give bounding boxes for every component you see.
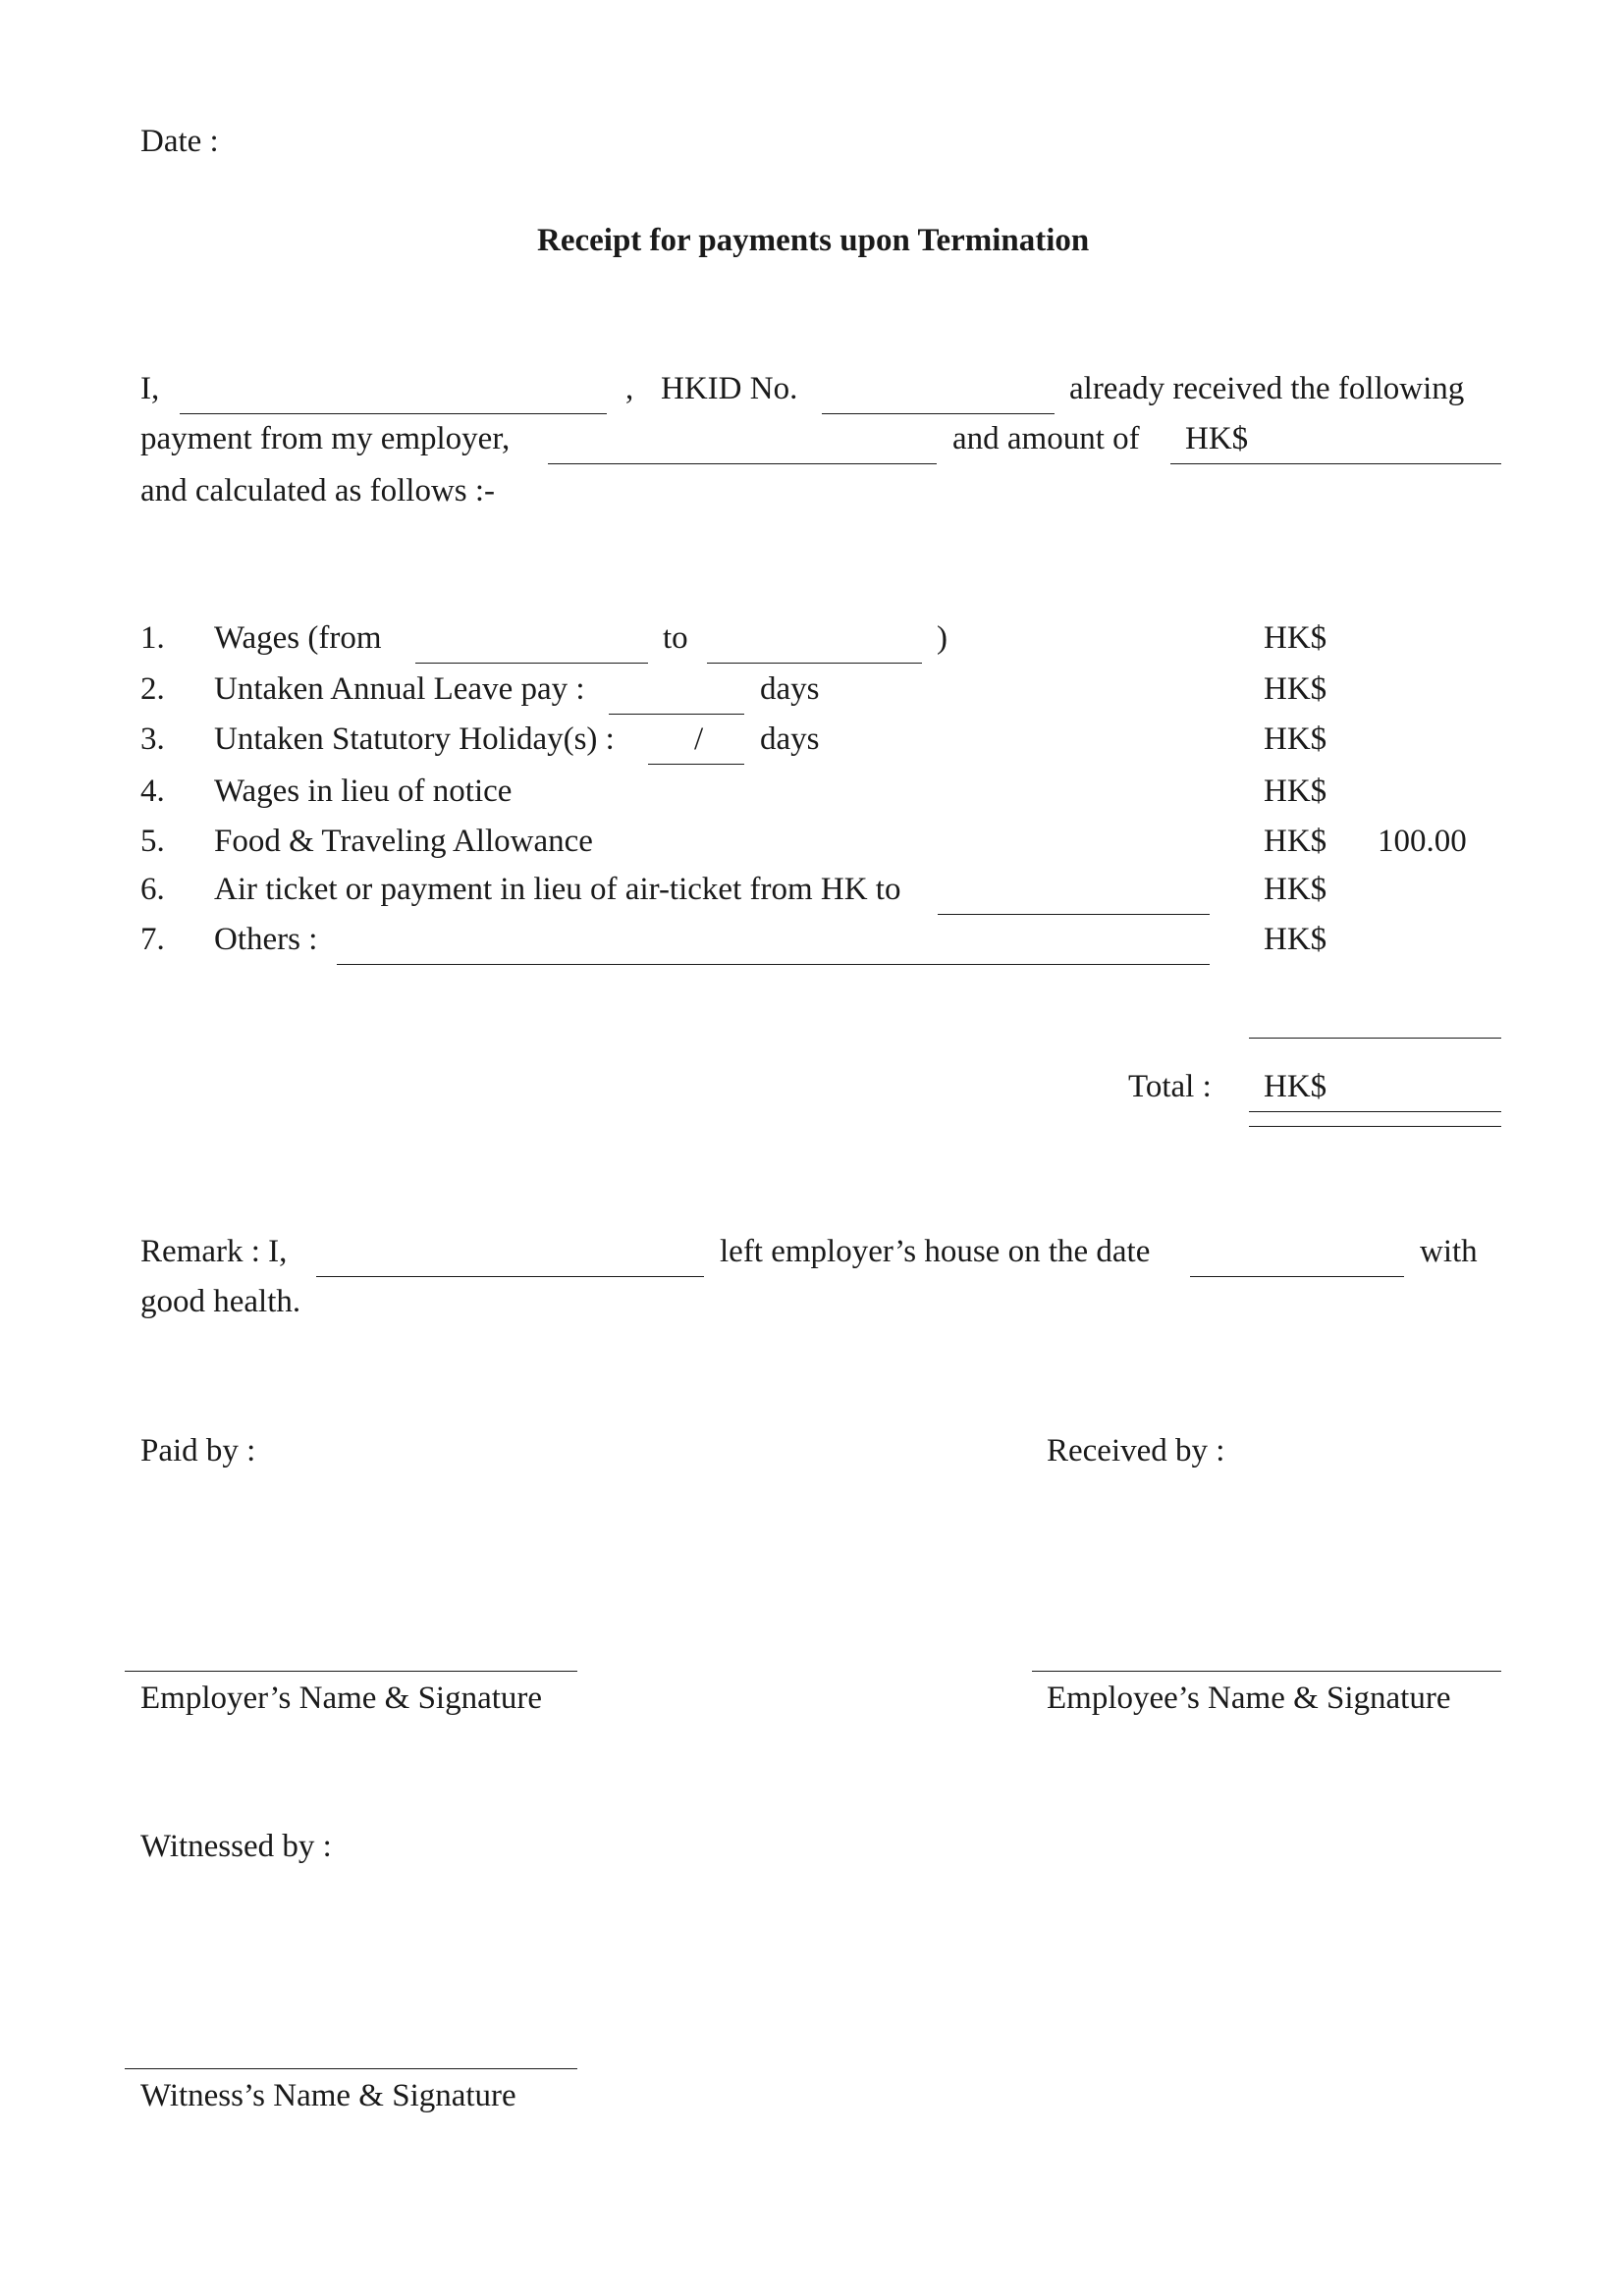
amount-of-label: and amount of	[952, 421, 1140, 456]
item-unit: days	[760, 671, 820, 707]
amount-currency: HK$	[1185, 421, 1249, 456]
date-label: Date :	[140, 124, 219, 159]
item-label: Air ticket or payment in lieu of air-ticket from HK to	[214, 872, 901, 907]
item-currency: HK$	[1264, 671, 1327, 707]
total-currency: HK$	[1264, 1069, 1327, 1104]
item-number: 2.	[140, 671, 165, 707]
item-label: Food & Traveling Allowance	[214, 824, 593, 859]
employer-name-blank	[548, 463, 937, 464]
item-number: 5.	[140, 824, 165, 859]
list-item	[0, 673, 1624, 717]
air-ticket-destination-blank	[938, 914, 1210, 915]
remark-text: left employer’s house on the date	[720, 1234, 1151, 1269]
remark-label: Remark : I,	[140, 1234, 288, 1269]
item-number: 4.	[140, 774, 165, 809]
employee-signature-line	[1032, 1671, 1501, 1672]
item-label: Wages in lieu of notice	[214, 774, 513, 809]
payment-from-label: payment from my employer,	[140, 421, 511, 456]
received-by-label: Received by :	[1047, 1433, 1225, 1468]
amount-blank	[1170, 463, 1501, 464]
item-currency: HK$	[1264, 721, 1327, 757]
list-item	[0, 775, 1624, 819]
item-close-paren: )	[937, 620, 947, 656]
remark-continuation: good health.	[140, 1284, 301, 1319]
item-amount: 100.00	[1378, 824, 1467, 859]
employer-signature-line	[125, 1671, 577, 1672]
list-item	[0, 826, 1624, 869]
paid-by-label: Paid by :	[140, 1433, 256, 1468]
item-label: Wages (from	[214, 620, 382, 656]
intro-i-label: I,	[140, 371, 160, 406]
witnessed-by-label: Witnessed by :	[140, 1829, 332, 1864]
employee-name-blank	[180, 413, 607, 414]
item-currency: HK$	[1264, 620, 1327, 656]
annual-leave-days-blank	[609, 714, 744, 715]
holiday-days-value: /	[694, 721, 704, 757]
total-blank	[1249, 1111, 1501, 1112]
item-currency: HK$	[1264, 774, 1327, 809]
item-number: 3.	[140, 721, 165, 757]
subtotal-rule	[1249, 1038, 1501, 1039]
list-item	[0, 723, 1624, 767]
item-number: 7.	[140, 922, 165, 957]
remark-name-blank	[316, 1276, 704, 1277]
item-label: Others :	[214, 922, 318, 957]
intro-comma: ,	[625, 371, 634, 406]
witness-signature-label: Witness’s Name & Signature	[140, 2078, 516, 2113]
total-label: Total :	[1128, 1069, 1212, 1104]
item-currency: HK$	[1264, 922, 1327, 957]
list-item	[0, 622, 1624, 666]
page-title: Receipt for payments upon Termination	[537, 223, 1090, 258]
hkid-label: HKID No.	[661, 371, 798, 406]
item-number: 1.	[140, 620, 165, 656]
holiday-days-blank	[648, 764, 744, 765]
witness-signature-line	[125, 2068, 577, 2069]
employee-signature-label: Employee’s Name & Signature	[1047, 1681, 1451, 1716]
item-label: Untaken Annual Leave pay :	[214, 671, 585, 707]
list-item	[0, 924, 1624, 967]
item-label: Untaken Statutory Holiday(s) :	[214, 721, 615, 757]
employer-signature-label: Employer’s Name & Signature	[140, 1681, 543, 1716]
wages-to-blank	[707, 663, 922, 664]
item-unit: days	[760, 721, 820, 757]
item-to-label: to	[663, 620, 688, 656]
calculated-label: and calculated as follows :-	[140, 473, 496, 508]
remark-with: with	[1420, 1234, 1478, 1269]
others-description-blank	[337, 964, 1210, 965]
wages-from-blank	[415, 663, 648, 664]
received-text: already received the following	[1069, 371, 1465, 406]
item-number: 6.	[140, 872, 165, 907]
item-currency: HK$	[1264, 872, 1327, 907]
remark-date-blank	[1190, 1276, 1404, 1277]
hkid-blank	[822, 413, 1055, 414]
total-double-rule	[1249, 1126, 1501, 1127]
list-item	[0, 874, 1624, 917]
item-currency: HK$	[1264, 824, 1327, 859]
